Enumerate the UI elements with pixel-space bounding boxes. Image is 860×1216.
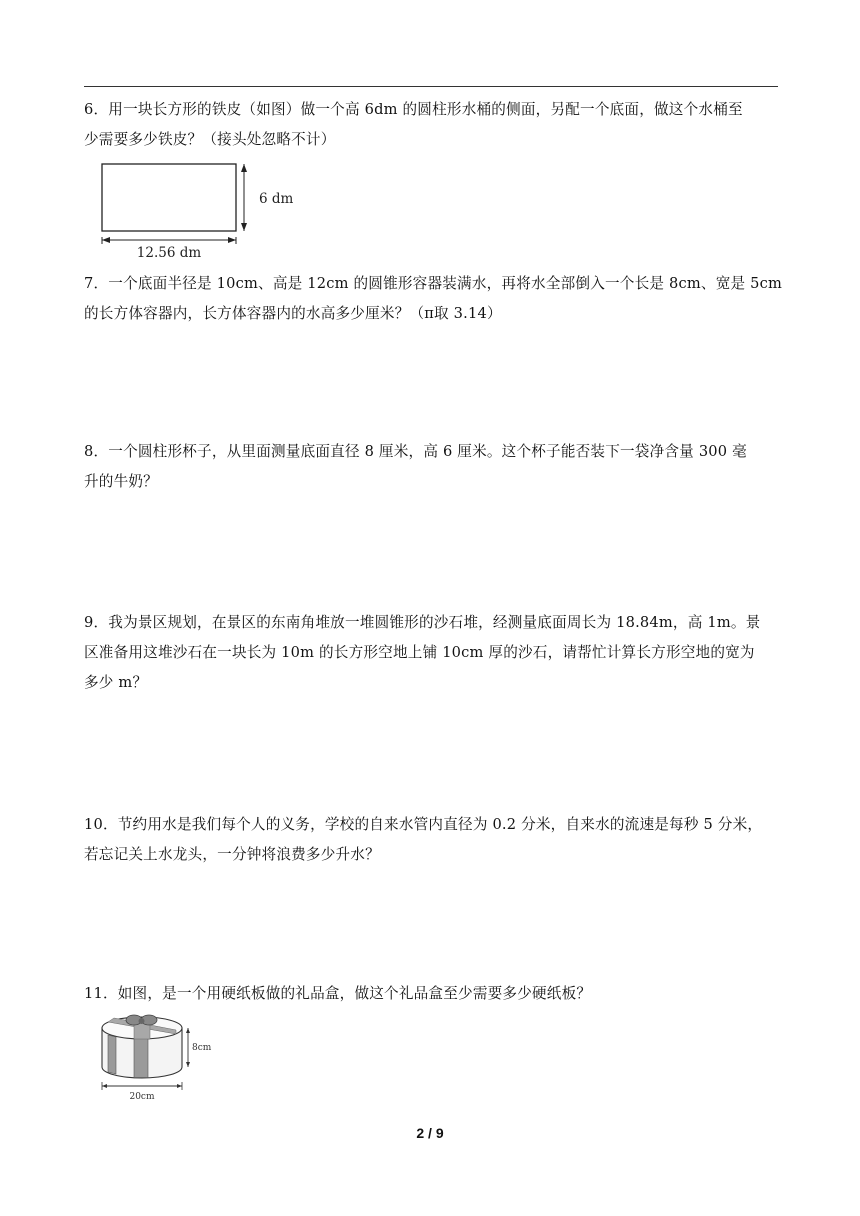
ribbon-side [108, 1035, 116, 1074]
question-6-line-1: 6．用一块长方形的铁皮（如图）做一个高 6dm 的圆柱形水桶的侧面，另配一个底面，做这个水桶至 [84, 101, 743, 118]
question-10-line-1: 10．节约用水是我们每个人的义务，学校的自来水管内直径为 0.2 分米，自来水的流速是每秒 5 分米， [84, 816, 763, 833]
question-9-line-3: 多少 m？ [84, 674, 148, 691]
question-9 [84, 608, 784, 698]
gift-box-figure [94, 1010, 214, 1102]
question-8 [84, 437, 784, 497]
question-9-line-2: 区准备用这堆沙石在一块长为 10m 的长方形空地上铺 10cm 厚的沙石，请帮忙计算长方形空地的宽为 [84, 644, 755, 661]
question-7 [84, 269, 784, 329]
question-6 [84, 95, 784, 155]
page-number: 2 / 9 [416, 1125, 444, 1141]
question-8-line-1: 8．一个圆柱形杯子，从里面测量底面直径 8 厘米，高 6 厘米。这个杯子能否装下一袋净含量 300 毫 [84, 443, 747, 460]
header-rule [84, 86, 778, 87]
question-6-figure [96, 158, 306, 262]
iron-sheet-rectangle [102, 164, 236, 231]
question-11-line-1: 11．如图，是一个用硬纸板做的礼品盒，做这个礼品盒至少需要多少硬纸板？ [84, 985, 592, 1002]
question-11 [84, 979, 784, 1009]
height-label: 6 dm [259, 191, 294, 207]
box-width-label: 20cm [129, 1092, 155, 1102]
question-6-line-2: 少需要多少铁皮？（接头处忽略不计） [84, 131, 336, 148]
ribbon-vertical [134, 1039, 148, 1078]
question-10-line-2: 若忘记关上水龙头，一分钟将浪费多少升水？ [84, 846, 380, 863]
question-9-line-1: 9．我为景区规划，在景区的东南角堆放一堆圆锥形的沙石堆，经测量底面周长为 18.84m，高 1m。景 [84, 614, 761, 631]
question-10 [84, 810, 784, 870]
question-7-line-2: 的长方体容器内，长方体容器内的水高多少厘米？（π取 3.14） [84, 305, 502, 322]
question-7-line-1: 7．一个底面半径是 10cm、高是 12cm 的圆锥形容器装满水，再将水全部倒入一个长是 8cm、宽是 5cm [84, 275, 783, 292]
width-label: 12.56 dm [136, 245, 202, 261]
question-8-line-2: 升的牛奶？ [84, 473, 158, 490]
box-height-label: 8cm [192, 1043, 212, 1053]
